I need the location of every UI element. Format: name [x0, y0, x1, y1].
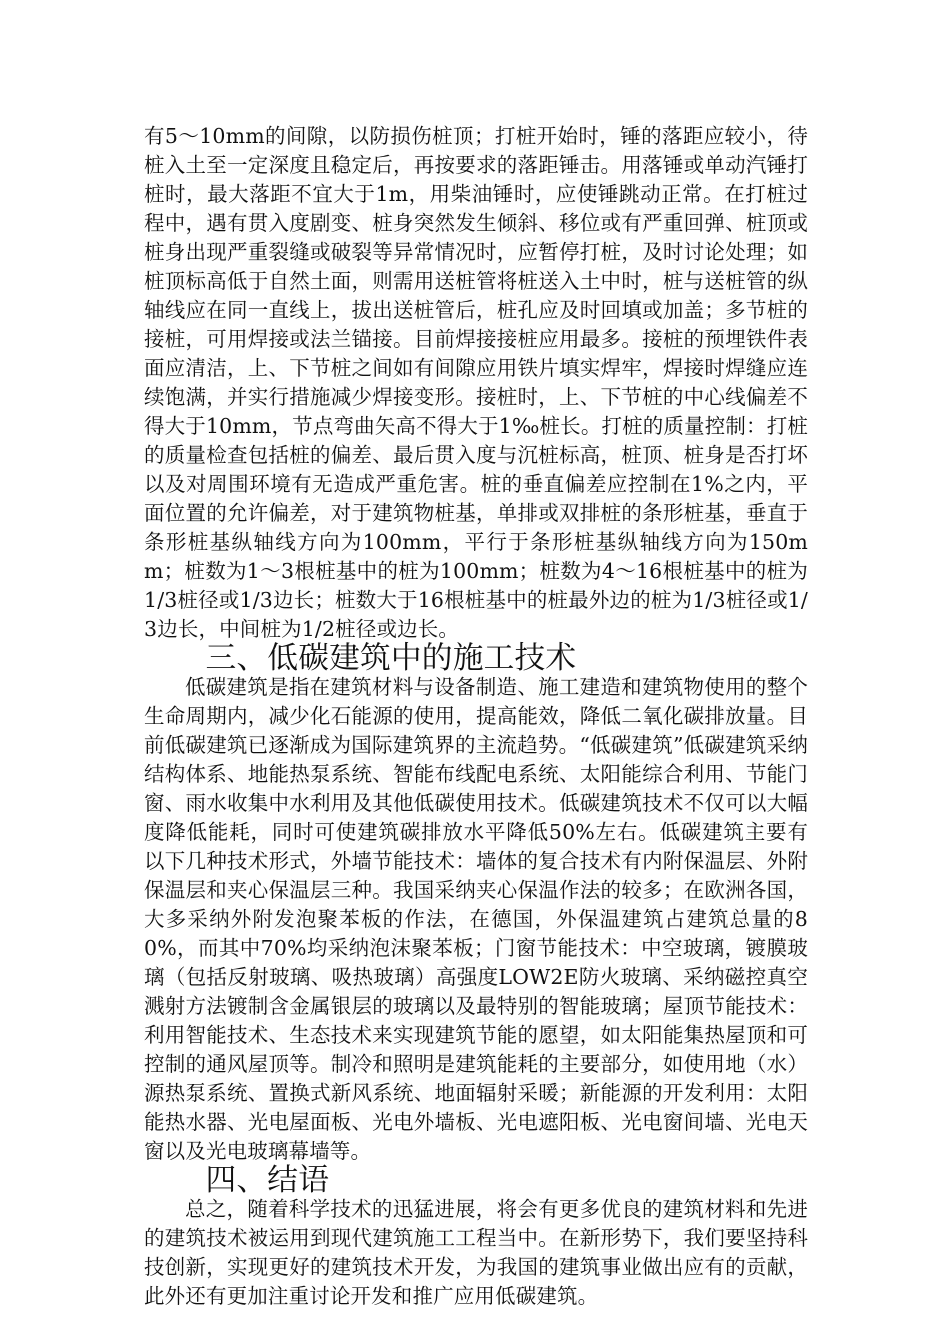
- section-heading-conclusion: 四、结语: [205, 1162, 330, 1198]
- paragraph-low-carbon-building: 低碳建筑是指在建筑材料与设备制造、施工建造和建筑物使用的整个生命周期内，减少化石能源的使用，提高能效，降低二氧化碳排放量。目前低碳建筑已逐渐成为国际建筑界的主流趋势。“低碳建筑”低碳建筑采纳结构体系、地能热泵系统、智能布线配电系统、太阳能综合利用、节能门窗、雨水收集中水利用及其他低碳使用技术。低碳建筑技术不仅可以大幅度降低能耗，同时可使建筑碳排放水平降低50%左右。低碳建筑主要有以下几种技术形式，外墙节能技术：墙体的复合技术有内附保温层、外附保温层和夹心保温层三种。我国采纳夹心保温作法的较多；在欧洲各国，大多采纳外附发泡聚苯板的作法，在德国，外保温建筑占建筑总量的80%，而其中70%均采纳泡沫聚苯板；门窗节能技术：中空玻璃，镀膜玻璃（包括反射玻璃、吸热玻璃）高强度LOW2E防火玻璃、采纳磁控真空溅射方法镀制含金属银层的玻璃以及最特别的智能玻璃；屋顶节能技术：利用智能技术、生态技术来实现建筑节能的愿望，如太阳能集热屋顶和可控制的通风屋顶等。制冷和照明是建筑能耗的主要部分，如使用地（水）源热泵系统、置换式新风系统、地面辐射采暖；新能源的开发利用：太阳能热水器、光电屋面板、光电外墙板、光电遮阳板、光电窗间墙、光电天窗以及光电玻璃幕墙等。: [144, 675, 808, 1163]
- paragraph-conclusion: 总之，随着科学技术的迅猛进展，将会有更多优良的建筑材料和先进的建筑技术被运用到现代建筑施工工程当中。在新形势下，我们要坚持科技创新，实现更好的建筑技术开发，为我国的建筑事业做出应有的贡献，此外还有更加注重讨论开发和推广应用低碳建筑。: [144, 1197, 808, 1308]
- section-heading-low-carbon-construction: 三、低碳建筑中的施工技术: [205, 640, 577, 676]
- document-body: [144, 122, 808, 1311]
- paragraph-pile-driving: 有5～10mm的间隙，以防损伤桩顶；打桩开始时，锤的落距应较小，待桩入土至一定深度且稳定后，再按要求的落距锤击。用落锤或单动汽锤打桩时，最大落距不宜大于1m，用柴油锤时，应使锤跳动正常。在打桩过程中，遇有贯入度剧变、桩身突然发生倾斜、移位或有严重回弹、桩顶或桩身出现严重裂缝或破裂等异常情况时，应暂停打桩，及时讨论处理；如桩顶标高低于自然土面，则需用送桩管将桩送入土中时，桩与送桩管的纵轴线应在同一直线上，拔出送桩管后，桩孔应及时回填或加盖；多节桩的接桩，可用焊接或法兰锚接。目前焊接接桩应用最多。接桩的预埋铁件表面应清洁，上、下节桩之间如有间隙应用铁片填实焊牢，焊接时焊缝应连续饱满，并实行措施减少焊接变形。接桩时，上、下节桩的中心线偏差不得大于10mm，节点弯曲矢高不得大于1‰桩长。打桩的质量控制：打桩的质量检查包括桩的偏差、最后贯入度与沉桩标高，桩顶、桩身是否打坏以及对周围环境有无造成严重危害。桩的垂直偏差应控制在1%之内，平面位置的允许偏差，对于建筑物桩基，单排或双排桩的条形桩基，垂直于条形桩基纵轴线方向为100mm，平行于条形桩基纵轴线方向为150mm；桩数为1～3根桩基中的桩为100mm；桩数为4～16根桩基中的桩为1/3桩径或1/3边长；桩数大于16根桩基中的桩最外边的桩为1/3桩径或1/3边长，中间桩为1/2桩径或边长。: [144, 124, 808, 641]
